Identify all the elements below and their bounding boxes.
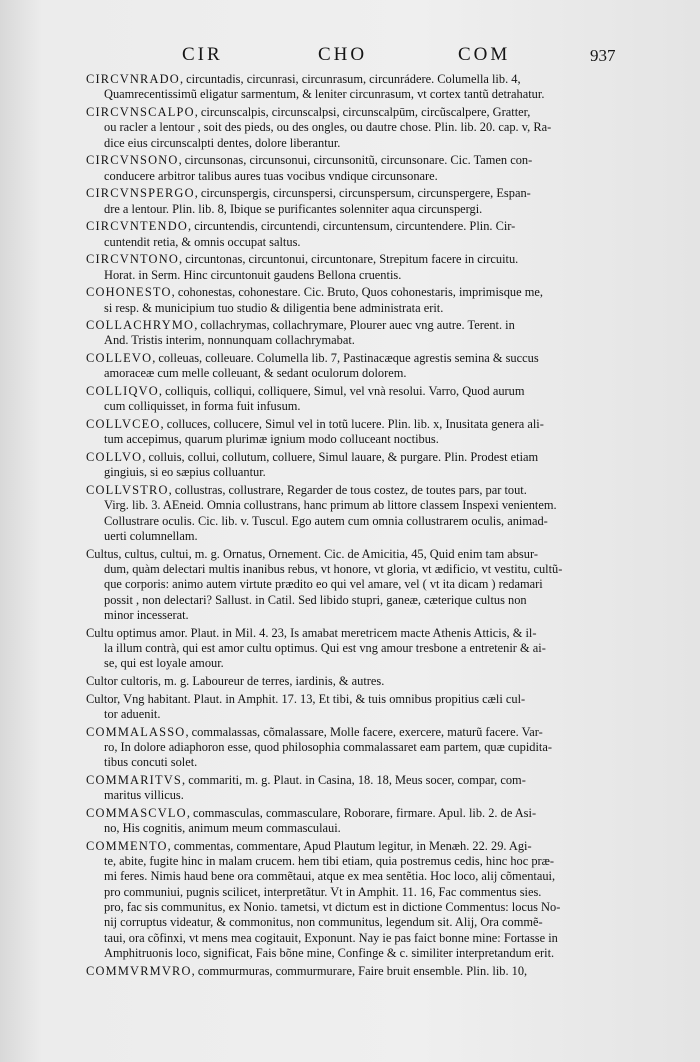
entry-continuation-line: Quamrecentissimũ eligatur sarmentum, & leniter circunrasum, vt cortex tantũ detrahatur. <box>104 87 545 102</box>
entry-first-line: , colliquis, colliqui, colliquere, Simul, vel vnà resolui. Varro, Quod aurum <box>158 384 525 399</box>
entry-continuation-line: tor aduenit. <box>104 706 161 721</box>
entry-headword: CIRCVNSCALPO <box>86 104 195 119</box>
entry-first-line: , commasculas, commasculare, Roborare, firmare. Apul. lib. 2. de Asi- <box>186 805 537 820</box>
entry-continuation-line: nij corruptus videatur, & commonitus, non communitus, legendum sit. Alij, Ora commẽ- <box>104 915 543 930</box>
header-right: COM <box>458 44 511 65</box>
entry-first-line: , colluis, collui, collutum, colluere, Simul lauare, & purgare. Plin. Prodest etiam <box>142 450 539 465</box>
entry-continuation-line: dre a lentour. Plin. lib. 8, Ibique se purificantes solenniter aqua circunspergi. <box>104 201 483 216</box>
entry-headword: COLLVO <box>86 450 143 465</box>
entry-headword: CIRCVNSPERGO <box>86 186 195 201</box>
entry-first-line: Cultor cultoris, m. g. Laboureur de terres, iardinis, & autres. <box>86 673 385 688</box>
page-number: 937 <box>590 46 616 65</box>
entry-headword: COLLEVO <box>86 351 153 366</box>
header-center: CHO <box>318 44 368 65</box>
entry-headword: COLLACHRYMO <box>86 318 195 333</box>
entry-headword: COLLIQVO <box>86 384 159 399</box>
entry-first-line: , commariti, m. g. Plaut. in Casina, 18. 18, Meus socer, compar, com- <box>182 772 526 787</box>
entry-continuation-line: maritus villicus. <box>104 788 184 803</box>
dictionary-entry <box>86 626 622 672</box>
entry-continuation-line: que corporis: animo autem virtute prædito eo qui vel amare, vel ( vt ita dicam ) redamari <box>104 577 543 592</box>
entry-first-line: Cultor, Vng habitant. Plaut. in Amphit. 17. 13, Et tibi, & tuis omnibus propitius cæli cul- <box>86 691 526 706</box>
dictionary-entry <box>86 153 622 184</box>
entry-headword: COMMVRMVRO <box>86 963 192 978</box>
entry-headword: COMMARITVS <box>86 772 182 787</box>
dictionary-entry <box>86 105 622 151</box>
entry-continuation-line: uerti columnellam. <box>104 529 198 543</box>
dictionary-entry <box>86 806 622 837</box>
entry-continuation-line: si resp. & municipium tuo studio & diligentia bene administrata erit. <box>104 300 444 315</box>
entry-continuation-line: la illum contrà, qui est amor cultu optimus. Qui est vng amour tresbone a entretenir & ai- <box>104 640 546 655</box>
dictionary-entry <box>86 674 622 689</box>
entry-continuation-line: Virg. lib. 3. AEneid. Omnia collustrans, hanc primum ab littore classem Inspexi venientem. <box>104 498 557 513</box>
dictionary-entry <box>86 450 622 481</box>
entry-continuation-line: minor incesserat. <box>104 607 189 622</box>
entry-first-line: Cultu optimus amor. Plaut. in Mil. 4. 23, Is amabat meretricem macte Athenis Atticis, & il- <box>86 625 537 640</box>
entry-headword: COLLVSTRO <box>86 483 169 498</box>
entry-continuation-line: pro communiui, pugnis scilicet, interpretãtur. Vt in Amphit. 11. 16, Fac commentus sies. <box>104 884 542 899</box>
entry-continuation-line: se, qui est loyale amour. <box>104 656 224 671</box>
entry-first-line: , collustras, collustrare, Regarder de tous costez, de toutes pars, par tout. <box>168 483 527 498</box>
entry-continuation-line: te, abite, fugite hinc in malam crucem. hem tibi etiam, quia postremus cedis, hinc hoc præ- <box>104 854 555 869</box>
entry-headword: COLLVCEO <box>86 417 161 432</box>
entry-first-line: , circunsonas, circunsonui, circunsonitũ, circunsonare. Cic. Tamen con- <box>178 153 533 168</box>
dictionary-entry <box>86 547 622 623</box>
entry-continuation-line: cum colliquisset, in forma fuit infusum. <box>104 399 301 414</box>
entry-continuation-line: And. Tristis interim, nonnunquam collachrymabat. <box>104 333 355 348</box>
entry-first-line: , circunscalpis, circunscalpsi, circunscalpūm, circũscalpere, Gratter, <box>194 104 531 119</box>
entry-continuation-line: Collustrare oculis. Cic. lib. v. Tuscul. Ego autem cum omnia collustrarem oculis, animad- <box>104 513 548 528</box>
entry-first-line: , collachrymas, collachrymare, Plourer auec vng autre. Terent. in <box>194 318 515 333</box>
entry-continuation-line: no, His cognitis, animum meum commasculaui. <box>104 821 341 836</box>
entry-continuation-line: ro, In dolore adiaphoron esse, quod philosophia commalassaret eam partem, quæ cupidita- <box>104 739 553 754</box>
entry-headword: CIRCVNTENDO <box>86 219 188 234</box>
dictionary-entry <box>86 219 622 250</box>
entry-headword: CIRCVNTONO <box>86 252 180 267</box>
dictionary-entry <box>86 252 622 283</box>
entry-continuation-line: tum accepimus, quarum plurimæ ignium modo colluceant noctibus. <box>104 432 439 447</box>
entry-headword: COMMENTO <box>86 838 168 853</box>
dictionary-entry <box>86 773 622 804</box>
dictionary-entry <box>86 72 622 103</box>
entry-first-line: Cultus, cultus, cultui, m. g. Ornatus, Ornement. Cic. de Amicitia, 45, Quid enim tam absur- <box>86 546 538 561</box>
entry-continuation-line: pro, fac sis communitus, ex Nonio. tametsi, vt dictum est in dictione Commentus: locus No- <box>104 899 561 914</box>
entry-continuation-line: possit , non delectari? Sallust. in Catil. Sed libido stupri, ganeæ, cæterique cultus non <box>104 592 527 607</box>
entry-continuation-line: mi feres. Nimis haud bene ora commẽtaui, atque ex mea sentẽtia. Hoc loco, alij cõmentaui, <box>104 869 556 884</box>
dictionary-entry <box>86 417 622 448</box>
entry-headword: COHONESTO <box>86 285 172 300</box>
dictionary-entry <box>86 839 622 961</box>
dictionary-entry <box>86 692 622 723</box>
dictionary-entry <box>86 964 622 979</box>
dictionary-entry <box>86 318 622 349</box>
entry-continuation-line: Amphitruonis loco, significat, Fais bõne mine, Confinge & c. similiter interpretandum erit. <box>104 945 555 960</box>
entry-continuation-line: tibus concuti solet. <box>104 755 198 770</box>
entry-headword: CIRCVNRADO <box>86 72 180 86</box>
dictionary-text <box>86 72 622 981</box>
dictionary-entry <box>86 725 622 771</box>
entry-continuation-line: ou racler a lentour , soit des pieds, ou des ongles, ou dautre chose. Plin. lib. 20. cap. v, Ra- <box>104 120 552 135</box>
entry-continuation-line: taui, ora cõfinxi, vt mens mea cogitauit, Exponunt. Nay ie pas faict bonne mine: Fortasse in <box>104 930 558 945</box>
entry-headword: COMMASCVLO <box>86 805 187 820</box>
entry-continuation-line: Horat. in Serm. Hinc circuntonuit gaudens Bellona cruentis. <box>104 267 402 282</box>
entry-first-line: , circuntonas, circuntonui, circuntonare, Strepitum facere in circuitu. <box>179 252 519 267</box>
entry-continuation-line: cuntendit retia, & omnis occupat saltus. <box>104 234 301 249</box>
entry-continuation-line: conducere arbitror talibus aures tuas vocibus vndique circunsonare. <box>104 168 438 183</box>
entry-first-line: , colleuas, colleuare. Columella lib. 7, Pastinacæque agrestis semina & succus <box>152 351 539 366</box>
header-left: CIR <box>182 44 223 65</box>
entry-first-line: , circuntendis, circuntendi, circuntensum, circuntendere. Plin. Cir- <box>188 219 516 234</box>
dictionary-entry <box>86 285 622 316</box>
entry-first-line: , circuntadis, circunrasi, circunrasum, circunrádere. Columella lib. 4, <box>179 72 521 86</box>
entry-first-line: , colluces, collucere, Simul vel in totũ lucere. Plin. lib. x, Inusitata genera ali- <box>160 417 544 432</box>
entry-first-line: , commalassas, cõmalassare, Molle facere, exercere, maturũ facere. Var- <box>185 724 543 739</box>
dictionary-entry <box>86 186 622 217</box>
entry-continuation-line: dice eius circunscalpti dentes, dolore liberantur. <box>104 135 341 150</box>
entry-first-line: , commurmuras, commurmurare, Faire bruit ensemble. Plin. lib. 10, <box>191 963 528 978</box>
running-header <box>0 44 700 72</box>
entry-first-line: , cohonestas, cohonestare. Cic. Bruto, Quos cohonestaris, imprimisque me, <box>171 285 543 300</box>
dictionary-entry <box>86 483 622 544</box>
entry-first-line: , commentas, commentare, Apud Plautum legitur, in Menæh. 22. 29. Agi- <box>167 838 532 853</box>
entry-continuation-line: gingiuis, si eo sæpius colluantur. <box>104 465 266 480</box>
entry-continuation-line: amoraceæ cum melle colleuant, & sedant oculorum dolorem. <box>104 366 407 381</box>
dictionary-entry <box>86 384 622 415</box>
dictionary-entry <box>86 351 622 382</box>
entry-headword: COMMALASSO <box>86 724 186 739</box>
entry-headword: CIRCVNSONO <box>86 153 179 168</box>
entry-continuation-line: dum, quàm delectari multis inanibus rebus, vt honore, vt gloria, vt ædificio, vt vestitu, cultũ- <box>104 561 563 576</box>
entry-first-line: , circunspergis, circunspersi, circunspersum, circunspergere, Espan- <box>194 186 531 201</box>
